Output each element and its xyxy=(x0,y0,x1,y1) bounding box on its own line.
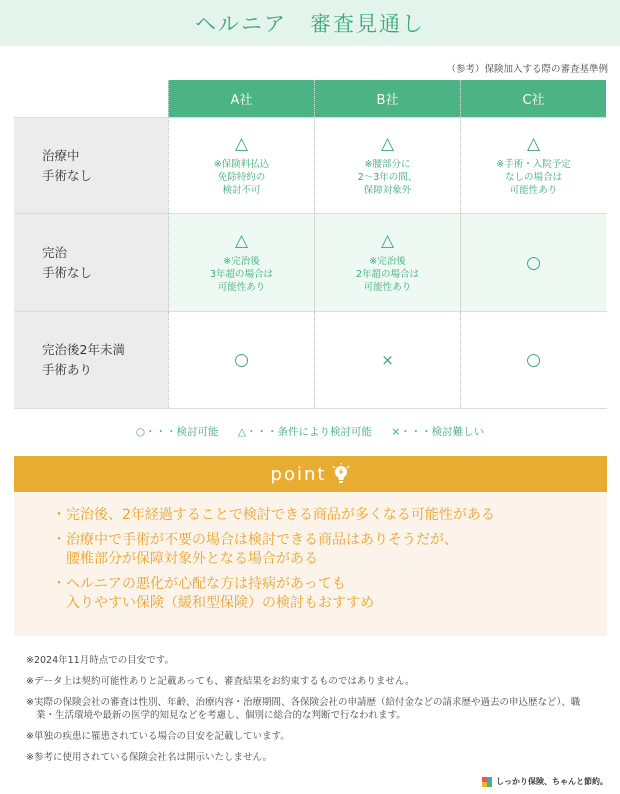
cell-note: ※保険料払込 免除特約の 検討不可 xyxy=(213,158,270,196)
footnotes xyxy=(26,654,596,772)
table-cell xyxy=(168,214,314,311)
logo-text: しっかり保険、ちゃんと節約。 xyxy=(496,777,608,786)
triangle-symbol: △ xyxy=(380,133,395,154)
triangle-symbol: △ xyxy=(526,133,541,154)
logo-mark-icon xyxy=(482,777,492,787)
point-box xyxy=(14,456,607,636)
footnote: ※2024年11月時点での目安です。 xyxy=(26,655,174,666)
table-row xyxy=(14,117,607,213)
circle-symbol: ○ xyxy=(526,252,541,273)
table-cell xyxy=(168,312,314,408)
circle-symbol: ○ xyxy=(526,350,541,370)
footnote: ※データ上は契約可能性ありと記載あっても、審査結果をお約束するものではありません。 xyxy=(26,676,415,687)
table-cell xyxy=(314,312,460,408)
table-row xyxy=(14,213,607,311)
point-list xyxy=(14,492,607,613)
table-cell xyxy=(314,118,460,213)
legend-item: ○・・・検討可能 xyxy=(135,426,219,438)
cell-note: ※手術・入院予定 なしの場合は 可能性あり xyxy=(496,158,571,196)
table-row xyxy=(14,311,607,409)
lightbulb-icon xyxy=(332,463,350,485)
cell-note: ※腰部分に 2〜3年の間、 保障対象外 xyxy=(357,158,418,196)
table-cell xyxy=(460,118,606,213)
table-header xyxy=(14,80,607,117)
symbol-legend xyxy=(0,424,620,439)
point-item: ・ヘルニアの悪化が心配な方は持病があっても 入りやすい保険（緩和型保険）の検討もおすすめ xyxy=(52,576,375,611)
point-heading: point xyxy=(270,463,327,485)
point-item: ・治療中で手術が不要の場合は検討できる商品はありそうだが、 腰椎部分が保障対象外となる場合がある xyxy=(52,532,458,567)
triangle-symbol: △ xyxy=(234,230,249,251)
triangle-symbol: △ xyxy=(380,230,395,251)
footnote: ※実際の保険会社の審査は性別、年齢、治療内容・治療期間、各保険会社の申請歴（給付金などの請求歴や過去の申込歴など）、職業・生活環境や最新の医学的知見などを考慮し、個別に総合的な判断で行なわれます。 xyxy=(26,697,581,721)
footnote: ※単独の疾患に罹患されている場合の目安を記載しています。 xyxy=(26,731,290,742)
cross-symbol: × xyxy=(381,351,394,369)
table-cell xyxy=(460,312,606,408)
brand-logo xyxy=(482,776,608,787)
point-header xyxy=(14,456,607,492)
row-label: 完治後2年未満 手術あり xyxy=(14,312,168,408)
column-header-a: A社 xyxy=(168,80,314,117)
table-cell xyxy=(314,214,460,311)
table-cell xyxy=(168,118,314,213)
footnote: ※参考に使用されている保険会社名は開示いたしません。 xyxy=(26,752,273,763)
page-title: ヘルニア 審査見通し xyxy=(195,12,425,36)
table-cell xyxy=(460,214,606,311)
table-corner xyxy=(14,80,168,117)
table-caption: （参考）保険加入する際の審査基準例 xyxy=(446,64,608,75)
column-header-b: B社 xyxy=(314,80,460,117)
title-banner xyxy=(0,0,620,46)
cell-note: ※完治後 3年超の場合は 可能性あり xyxy=(209,255,274,293)
row-label: 治療中 手術なし xyxy=(14,118,168,213)
cell-note: ※完治後 2年超の場合は 可能性あり xyxy=(355,255,420,293)
point-item: ・完治後、2年経過することで検討できる商品が多くなる可能性がある xyxy=(52,507,495,523)
triangle-symbol: △ xyxy=(234,133,249,154)
row-label: 完治 手術なし xyxy=(14,214,168,311)
legend-item: ×・・・検討難しい xyxy=(391,426,485,438)
legend-item: △・・・条件により検討可能 xyxy=(237,426,372,438)
screening-table xyxy=(14,80,607,409)
circle-symbol: ○ xyxy=(234,350,249,370)
column-header-c: C社 xyxy=(460,80,606,117)
